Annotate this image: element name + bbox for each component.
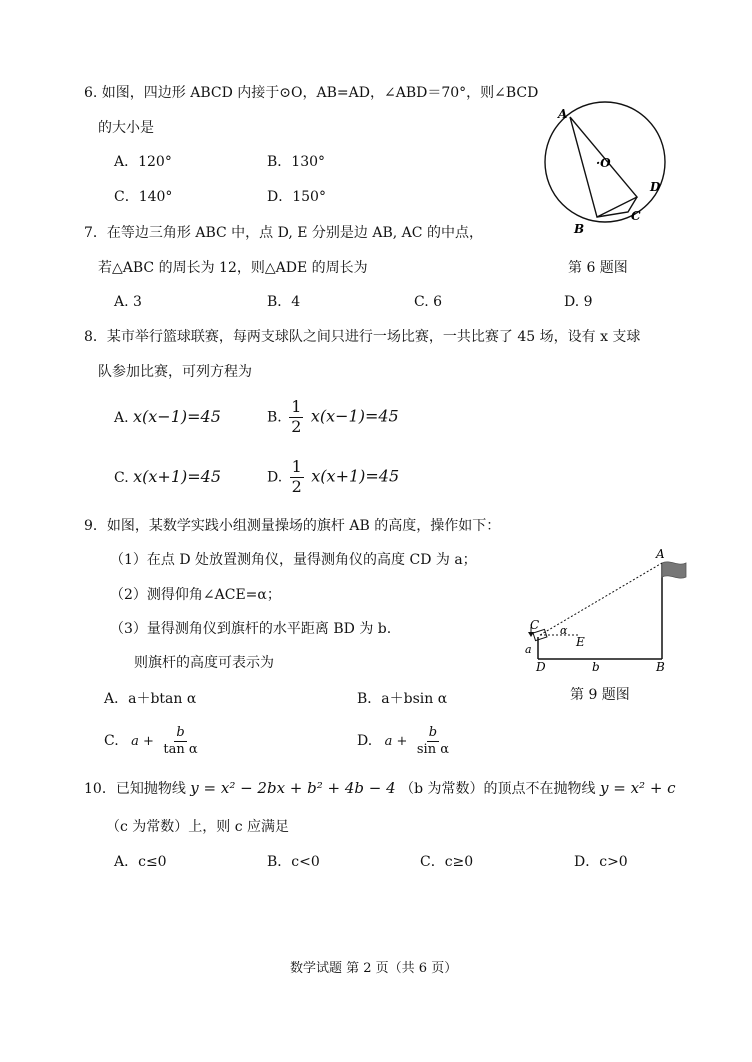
- q9-stem: 9．如图，某数学实践小组测量操场的旗杆 AB 的高度，操作如下：: [84, 518, 501, 534]
- q8-option-c-label: C.: [114, 470, 129, 486]
- q9-label-a: A: [656, 547, 665, 561]
- q8-option-b-fraction: [289, 399, 303, 436]
- q9-option-b: B．a＋bsin α: [357, 691, 448, 707]
- q8-option-b-denominator: 2: [291, 416, 302, 436]
- q9-option-c-prefix: a +: [131, 734, 154, 750]
- q6-option-a: A．120°: [114, 154, 172, 170]
- q8-stem-line2: 队参加比赛，可列方程为: [98, 364, 252, 380]
- q8-option-a: [114, 409, 221, 425]
- q10-equation-2: y = x² + c: [600, 779, 676, 797]
- q6-stem-line1: 6. 如图，四边形 ABCD 内接于⊙O，AB=AD，∠ABD＝70°，则∠BCD: [84, 85, 539, 101]
- q7-stem-line2: 若△ABC 的周长为 12，则△ADE 的周长为: [98, 260, 368, 276]
- q7-option-a: A. 3: [114, 294, 142, 310]
- q9-label-b: B: [656, 660, 665, 674]
- q9-label-b-distance: b: [592, 660, 600, 674]
- q10-option-c: C．c≥0: [420, 854, 474, 870]
- q8-option-d-label: D.: [267, 469, 283, 486]
- q9-figure: [520, 543, 700, 678]
- q10-equation-1: y = x² − 2bx + b² + 4b − 4: [190, 779, 396, 797]
- q9-option-c-fraction: [161, 726, 199, 756]
- q8-stem-line1: 8．某市举行篮球联赛，每两支球队之间只进行一场比赛，一共比赛了 45 场，设有 x 支球: [84, 329, 641, 345]
- q9-step-2: （2）测得仰角∠ACE=α；: [110, 587, 281, 603]
- q8-option-a-expr: x(x−1)=45: [133, 407, 221, 426]
- q7-stem-line1: 7．在等边三角形 ABC 中，点 D, E 分别是边 AB, AC 的中点，: [84, 225, 483, 241]
- q6-figure-caption: 第 6 题图: [568, 260, 628, 276]
- q9-label-c: C: [530, 618, 540, 632]
- q9-figure-caption: 第 9 题图: [570, 687, 630, 703]
- q9-ask: 则旗杆的高度可表示为: [134, 655, 274, 671]
- q7-option-d: D. 9: [564, 294, 593, 310]
- q9-label-a-height: a: [525, 643, 532, 656]
- q9-label-d: D: [536, 660, 546, 674]
- q8-option-d-denominator: 2: [291, 476, 302, 496]
- q6-figure: [530, 100, 680, 240]
- q10-stem-line1: [84, 781, 676, 796]
- q7-option-c: C. 6: [414, 294, 443, 310]
- q9-label-e: E: [576, 635, 585, 649]
- q9-sight-line: [540, 563, 662, 635]
- q8-option-d-fraction: [290, 459, 304, 496]
- q9-option-d-fraction: [415, 726, 451, 756]
- q9-option-a: A．a＋btan α: [104, 691, 197, 707]
- q6-label-b: B: [574, 222, 585, 236]
- q8-option-c-expr: x(x+1)=45: [133, 467, 222, 486]
- q6-option-b: B．130°: [267, 154, 326, 170]
- q9-option-d-denominator: sin α: [416, 741, 449, 757]
- q8-option-b-numerator: 1: [291, 397, 302, 416]
- q8-option-b-expr: x(x−1)=45: [310, 406, 399, 426]
- q9-option-c: [104, 726, 203, 756]
- q9-option-d: [357, 726, 454, 756]
- q10-stem-prefix: 10．已知抛物线: [84, 781, 186, 797]
- q6-label-o: ·O: [596, 156, 611, 170]
- q10-option-a: A．c≤0: [114, 854, 167, 870]
- q6-option-c: C．140°: [114, 189, 173, 205]
- q8-option-d: [267, 459, 399, 496]
- q10-option-b: B．c<0: [267, 854, 320, 870]
- q6-label-d: D: [650, 180, 661, 194]
- q9-option-c-denominator: tan α: [163, 741, 198, 757]
- q8-option-b: [267, 399, 399, 436]
- q8-option-a-label: A.: [114, 410, 129, 426]
- q8-option-d-expr: x(x+1)=45: [311, 466, 400, 486]
- q6-stem-line2: 的大小是: [98, 120, 154, 136]
- q10-option-d: D．c>0: [574, 854, 628, 870]
- q9-option-c-label: C.: [104, 733, 119, 750]
- q9-flag: [662, 562, 686, 578]
- q9-label-alpha: α: [560, 624, 568, 637]
- q9-option-d-label: D.: [357, 733, 373, 750]
- q8-option-d-numerator: 1: [291, 457, 302, 476]
- q9-option-d-numerator: b: [428, 725, 438, 740]
- q9-step-3: （3）量得测角仪到旗杆的水平距离 BD 为 b.: [110, 621, 392, 637]
- q9-step-1: （1）在点 D 处放置测角仪，量得测角仪的高度 CD 为 a；: [110, 552, 477, 568]
- q6-label-c: C: [631, 209, 641, 223]
- q6-label-a: A: [558, 107, 568, 121]
- q6-option-d: D．150°: [267, 189, 326, 205]
- q10-stem-line2: （c 为常数）上，则 c 应满足: [106, 819, 290, 835]
- q8-option-b-label: B.: [267, 409, 282, 426]
- page-footer: 数学试题 第 2 页（共 6 页）: [290, 961, 458, 976]
- q10-stem-middle: （b 为常数）的顶点不在抛物线: [400, 781, 596, 797]
- q9-option-d-prefix: a +: [384, 734, 408, 750]
- q9-option-c-numerator: b: [176, 725, 185, 740]
- q8-option-c: [114, 469, 221, 485]
- q7-option-b: B．4: [267, 294, 301, 310]
